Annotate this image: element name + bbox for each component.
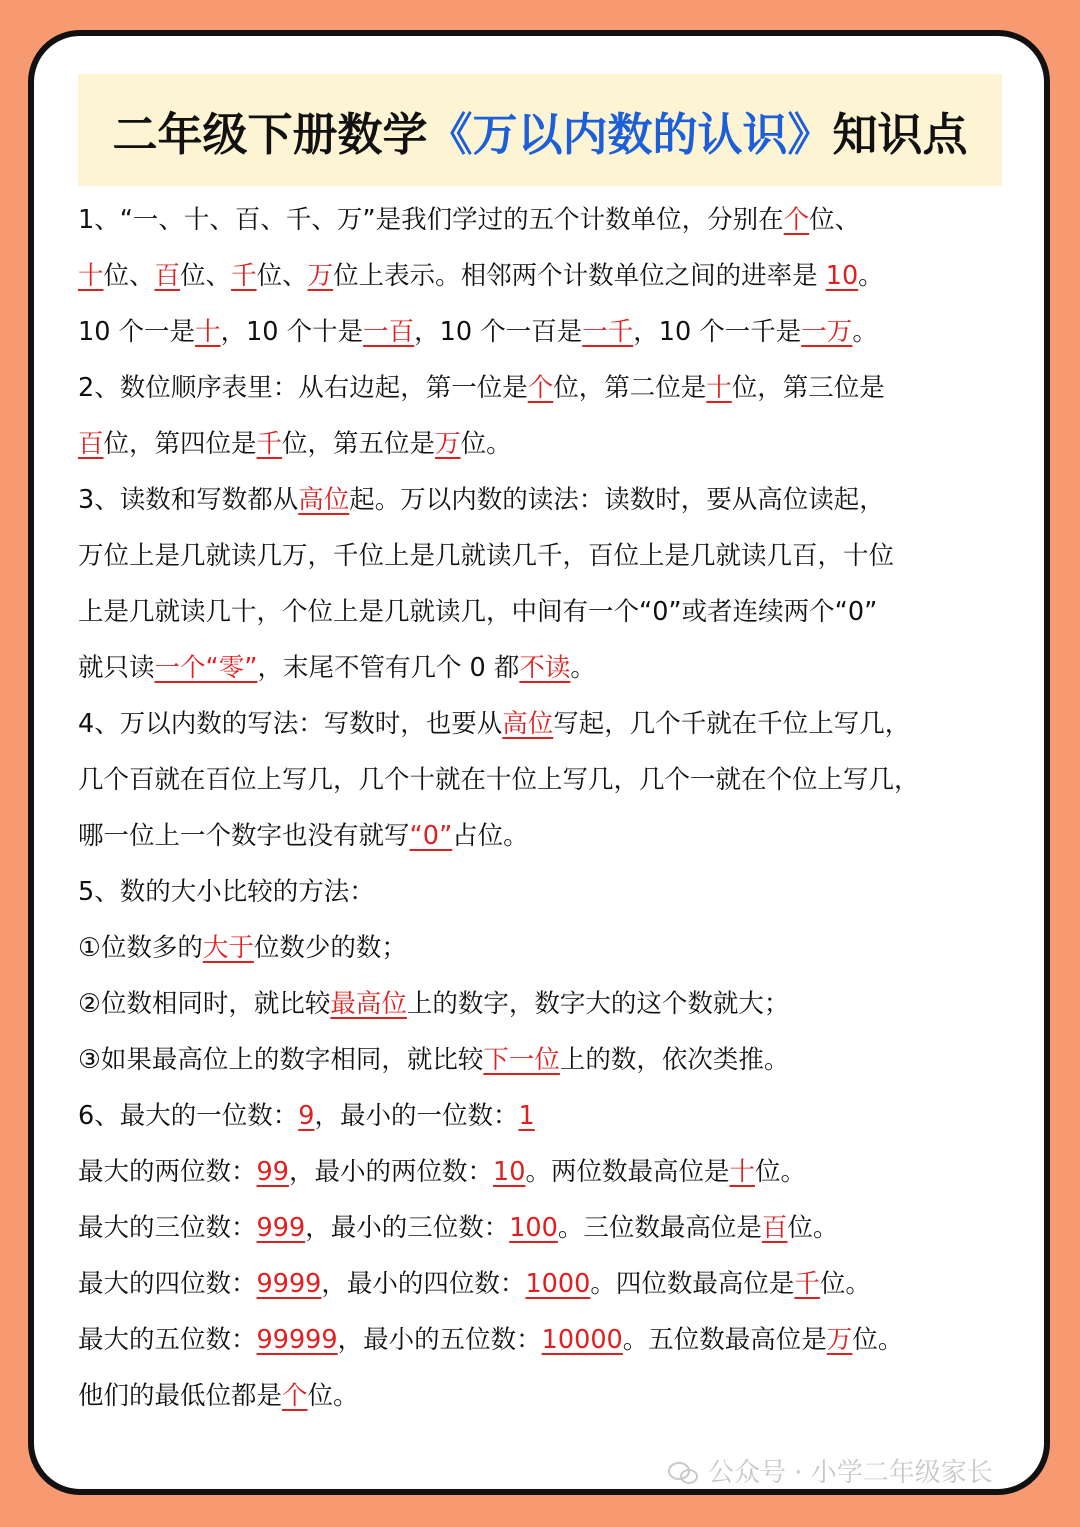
text-segment: 上的数，依次类推。 [559, 1045, 790, 1075]
text-line [78, 1032, 1008, 1088]
text-segment: ，最小的一位数： [314, 1101, 519, 1131]
answer-blank: 万 [307, 261, 334, 291]
text-line [78, 1368, 1008, 1424]
title-prefix: 二年级下册数学 [112, 107, 428, 161]
text-segment: 最大的三位数： [78, 1213, 257, 1243]
text-line [78, 696, 1008, 752]
answer-blank: 一万 [801, 317, 853, 347]
text-line [78, 976, 1008, 1032]
text-segment: 。四位数最高位是 [590, 1269, 795, 1299]
text-segment: 上的数字，数字大的这个数就大； [406, 989, 790, 1019]
text-segment: 位、 [256, 261, 308, 291]
text-segment: 位，第三位是 [731, 373, 885, 403]
text-line [78, 248, 1008, 304]
answer-blank: 千 [256, 429, 283, 459]
text-segment: 上是几就读几十，个位上是几就读几，中间有一个“0”或者连续两个“0” [78, 597, 878, 627]
text-segment: 位、 [103, 261, 155, 291]
text-segment: ，最小的五位数： [337, 1325, 542, 1355]
text-segment: 位。 [852, 1325, 904, 1355]
text-line [78, 1144, 1008, 1200]
answer-blank: 百 [761, 1213, 788, 1243]
text-line [78, 752, 1008, 808]
answer-blank: 1 [518, 1101, 535, 1131]
text-line [78, 472, 1008, 528]
text-segment: 占位。 [452, 821, 529, 851]
text-line [78, 808, 1008, 864]
text-segment: ，10 个十是 [220, 317, 364, 347]
text-segment: 最大的两位数： [78, 1157, 257, 1187]
text-segment: 最大的四位数： [78, 1269, 257, 1299]
answer-blank: 万 [826, 1325, 853, 1355]
text-segment: ②位数相同时，就比较 [78, 989, 331, 1019]
text-line [78, 304, 1008, 360]
answer-blank: 万 [435, 429, 461, 459]
answer-blank: 个 [527, 373, 554, 403]
text-line [78, 640, 1008, 696]
text-segment: ，10 个一百是 [414, 317, 583, 347]
text-line [78, 416, 1008, 472]
answer-blank: 100 [509, 1213, 558, 1243]
text-segment: 10 个一是 [78, 317, 196, 347]
text-segment: 哪一位上一个数字也没有就写 [78, 821, 410, 851]
text-segment: ③如果最高位上的数字相同，就比较 [78, 1045, 484, 1075]
text-segment: 位。 [460, 429, 512, 459]
answer-blank: 百 [154, 261, 181, 291]
answer-blank: 十 [729, 1157, 755, 1187]
text-segment: 3、读数和写数都从 [78, 485, 299, 515]
answer-blank: 千 [794, 1269, 820, 1299]
text-segment: 位数少的数； [253, 933, 407, 963]
text-line [78, 584, 1008, 640]
text-line [78, 1200, 1008, 1256]
answer-blank: 不读 [519, 653, 571, 683]
text-segment: 2、数位顺序表里：从右边起，第一位是 [78, 373, 528, 403]
text-segment: ，最小的四位数： [321, 1269, 526, 1299]
answer-blank: 个 [783, 205, 810, 235]
text-line [78, 920, 1008, 976]
answer-blank: 一千 [582, 317, 634, 347]
text-segment: 写起，几个千就在千位上写几， [553, 709, 911, 739]
answer-blank: 十 [706, 373, 732, 403]
answer-blank: 大于 [202, 933, 254, 963]
answer-blank: 一百 [363, 317, 415, 347]
text-segment: 6、最大的一位数： [78, 1101, 299, 1131]
text-segment: 他们的最低位都是 [78, 1381, 283, 1411]
answer-blank: 个 [282, 1381, 308, 1411]
answer-blank: 一个“零” [154, 653, 258, 683]
text-segment: 位。 [307, 1381, 359, 1411]
answer-blank: 999 [256, 1213, 306, 1243]
text-segment: 位、 [809, 205, 861, 235]
answer-blank: 最高位 [330, 989, 407, 1019]
text-segment: 位，第五位是 [282, 429, 436, 459]
text-segment: 。五位数最高位是 [622, 1325, 827, 1355]
answer-blank: 1000 [525, 1269, 591, 1299]
answer-blank: 9999 [256, 1269, 322, 1299]
text-line [78, 1088, 1008, 1144]
text-segment: 4、万以内数的写法：写数时，也要从 [78, 709, 503, 739]
text-line [78, 864, 1008, 920]
watermark [668, 1452, 993, 1489]
answer-blank: 99999 [256, 1325, 338, 1355]
text-line [78, 1312, 1008, 1368]
answer-blank: 99 [256, 1157, 289, 1187]
text-line [78, 192, 1008, 248]
wechat-icon [668, 1460, 698, 1482]
answer-blank: “0” [409, 821, 453, 851]
answer-blank: 10 [492, 1157, 526, 1187]
text-segment: 位。 [754, 1157, 806, 1187]
text-segment: 位，第四位是 [103, 429, 257, 459]
text-segment: 。 [570, 653, 596, 683]
text-segment: ，10 个一千是 [633, 317, 802, 347]
text-segment: 最大的五位数： [78, 1325, 257, 1355]
text-segment: 几个百就在百位上写几，几个十就在十位上写几，几个一就在个位上写几， [78, 765, 920, 795]
answer-blank: 十 [195, 317, 221, 347]
text-segment: 位。 [787, 1213, 839, 1243]
text-segment: ，最小的两位数： [288, 1157, 493, 1187]
text-line [78, 1256, 1008, 1312]
text-segment: 。 [852, 317, 878, 347]
answer-blank: 9 [298, 1101, 315, 1131]
text-segment: 1、“一、十、百、千、万”是我们学过的五个计数单位，分别在 [78, 205, 784, 235]
knowledge-points [78, 192, 1008, 1424]
text-segment: 万位上是几就读几万，千位上是几就读几千，百位上是几就读几百，十位 [78, 541, 895, 571]
answer-blank: 高位 [298, 485, 350, 515]
text-segment: 5、数的大小比较的方法： [78, 877, 375, 907]
answer-blank: 高位 [502, 709, 554, 739]
answer-blank: 10000 [541, 1325, 623, 1355]
title-suffix: 知识点 [832, 107, 968, 161]
text-line [78, 528, 1008, 584]
answer-blank: 下一位 [483, 1045, 560, 1075]
text-segment: 。两位数最高位是 [525, 1157, 730, 1187]
text-segment: 位上表示。相邻两个计数单位之间的进率是 [333, 261, 826, 291]
text-segment: 就只读 [78, 653, 155, 683]
text-segment: 。三位数最高位是 [557, 1213, 762, 1243]
watermark-text: 公众号 · 小学二年级家长 [708, 1458, 993, 1488]
text-segment: 位、 [180, 261, 232, 291]
title-highlight: 《万以内数的认识》 [427, 107, 833, 161]
text-line [78, 360, 1008, 416]
text-segment: 起。万以内数的读法：读数时，要从高位读起， [349, 485, 885, 515]
text-segment: 。 [858, 261, 884, 291]
answer-blank: 10 [825, 261, 859, 291]
text-segment: ①位数多的 [78, 933, 203, 963]
answer-blank: 十 [78, 261, 104, 291]
text-segment: ，最小的三位数： [305, 1213, 510, 1243]
answer-blank: 百 [78, 429, 104, 459]
answer-blank: 千 [231, 261, 257, 291]
page-title [78, 74, 1002, 186]
text-segment: 位。 [819, 1269, 871, 1299]
text-segment: 位，第二位是 [553, 373, 707, 403]
text-segment: ，末尾不管有几个 0 都 [257, 653, 520, 683]
